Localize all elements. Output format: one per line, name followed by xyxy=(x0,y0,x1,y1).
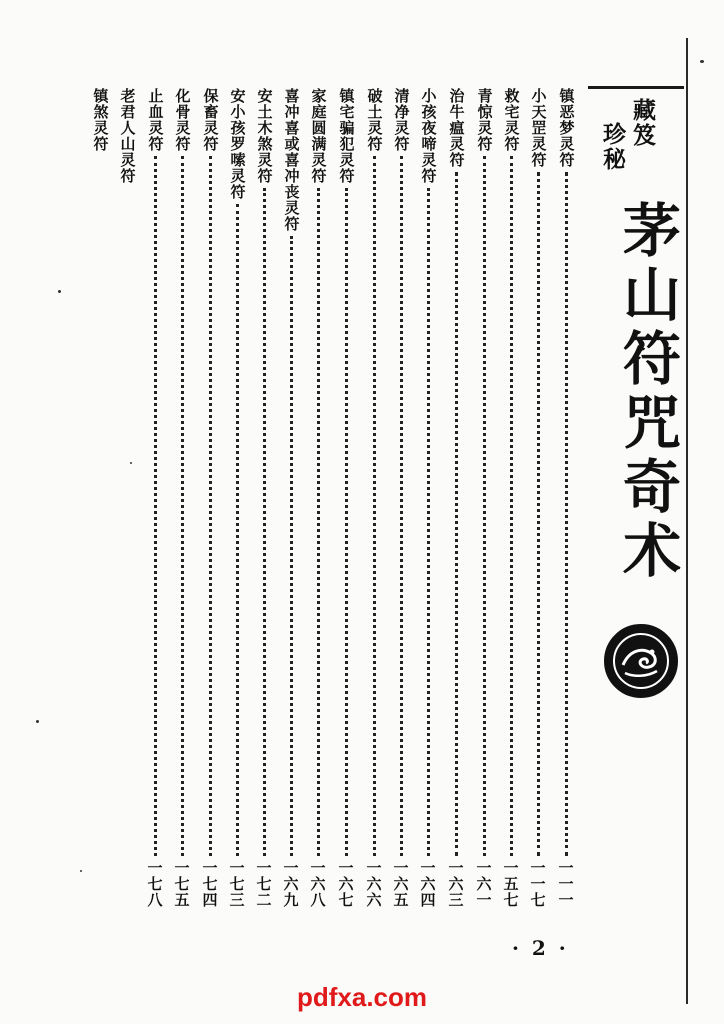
toc-dot-leader xyxy=(181,156,184,856)
toc-entry-page: 一七八 xyxy=(145,860,164,908)
toc-entry-title: 治牛瘟灵符 xyxy=(447,88,466,168)
toc-entry xyxy=(305,88,331,908)
series-label-2: 珍秘 xyxy=(599,122,626,172)
toc-entry-page: 一七二 xyxy=(254,860,273,908)
toc-entry-title: 喜冲喜或喜冲丧灵符 xyxy=(282,88,301,232)
toc-dot-leader xyxy=(400,156,403,856)
toc-entry-page: 一五七 xyxy=(501,860,520,908)
toc-entry-title: 小孩夜啼灵符 xyxy=(419,88,438,184)
toc-entry xyxy=(361,88,387,908)
scan-speck xyxy=(80,870,82,872)
toc-entry-title: 镇煞灵符 xyxy=(91,88,110,152)
series-label-1: 藏笈 xyxy=(629,98,656,148)
toc-dot-leader xyxy=(565,172,568,856)
toc-entry-page: 一六七 xyxy=(336,860,355,908)
toc-entry-title: 镇恶梦灵符 xyxy=(557,88,576,168)
scan-speck xyxy=(130,462,132,464)
book-title: 茅山符咒奇术 xyxy=(613,200,681,584)
toc-entry xyxy=(142,88,168,908)
toc-entry xyxy=(471,88,497,908)
toc-entry xyxy=(443,88,469,908)
toc-entry xyxy=(415,88,441,908)
toc-entry-title: 小天罡灵符 xyxy=(529,88,548,168)
toc-entry xyxy=(169,88,195,908)
toc-entry-page: 一六九 xyxy=(281,860,300,908)
toc-entry-page: 一六八 xyxy=(308,860,327,908)
toc-entry-page: 一七四 xyxy=(200,860,219,908)
dragon-emblem-icon xyxy=(604,624,678,698)
toc-entry-title: 救宅灵符 xyxy=(502,88,521,152)
toc-entry xyxy=(251,88,277,908)
toc-entry-page: 一一七 xyxy=(528,860,547,908)
toc-entry xyxy=(388,88,414,908)
toc-dot-leader xyxy=(263,188,266,856)
toc-entry xyxy=(333,88,359,908)
scan-speck xyxy=(36,720,39,723)
toc-dot-leader xyxy=(154,156,157,856)
toc-entry-page: 一七三 xyxy=(227,860,246,908)
scan-speck xyxy=(58,290,61,293)
toc-entry-title: 破土灵符 xyxy=(365,88,384,152)
toc-dot-leader xyxy=(345,188,348,856)
toc-entry-title: 保畜灵符 xyxy=(201,88,220,152)
toc-entry-title: 老君人山灵符 xyxy=(118,88,137,184)
toc-entry-page: 一一一 xyxy=(556,860,575,908)
toc-dot-leader xyxy=(373,156,376,856)
toc-dot-leader xyxy=(290,236,293,856)
toc-entry xyxy=(114,88,140,908)
toc-entry-page: 一六六 xyxy=(364,860,383,908)
toc-entry xyxy=(525,88,551,908)
toc-dot-leader xyxy=(455,172,458,856)
toc-entry-title: 化骨灵符 xyxy=(173,88,192,152)
toc-entry-title: 青惊灵符 xyxy=(475,88,494,152)
toc-entry-page: 一六一 xyxy=(474,860,493,908)
toc-entry-title: 止血灵符 xyxy=(146,88,165,152)
page-number: · 2 · xyxy=(512,936,569,960)
toc-entry-title: 安土木煞灵符 xyxy=(255,88,274,184)
toc-dot-leader xyxy=(537,172,540,856)
scan-speck xyxy=(700,60,704,63)
toc-entry-title: 镇宅骗犯灵符 xyxy=(337,88,356,184)
watermark: pdfxa.com xyxy=(296,982,428,1012)
toc-entry xyxy=(197,88,223,908)
toc-dot-leader xyxy=(236,204,239,856)
toc-entry-page: 一六五 xyxy=(391,860,410,908)
toc-entry-page: 一六四 xyxy=(418,860,437,908)
toc-entry xyxy=(553,88,579,908)
toc-entry xyxy=(278,88,304,908)
toc-entry-page: 一七五 xyxy=(172,860,191,908)
toc-entry-title: 家庭圆满灵符 xyxy=(309,88,328,184)
toc-entry-title: 安小孩罗嗦灵符 xyxy=(228,88,247,200)
toc-entry-title: 清净灵符 xyxy=(392,88,411,152)
toc-dot-leader xyxy=(483,156,486,856)
toc-entry-page: 一六三 xyxy=(446,860,465,908)
toc-dot-leader xyxy=(427,188,430,856)
toc-entry xyxy=(224,88,250,908)
toc-dot-leader xyxy=(317,188,320,856)
toc-dot-leader xyxy=(510,156,513,856)
toc-entry xyxy=(87,88,113,908)
toc-dot-leader xyxy=(209,156,212,856)
top-rule xyxy=(588,86,684,89)
toc-entry xyxy=(498,88,524,908)
